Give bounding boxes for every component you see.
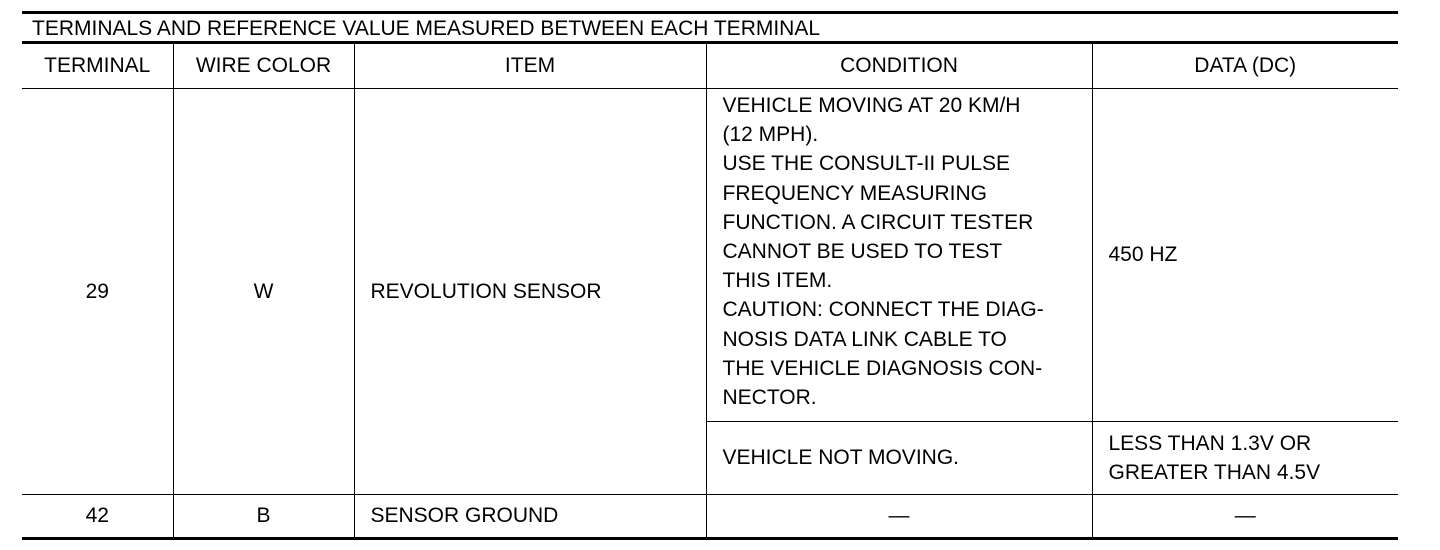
table-bottom-rule bbox=[22, 537, 1398, 540]
condition-line: FUNCTION. A CIRCUIT TESTER bbox=[722, 210, 1034, 234]
data-line: GREATER THAN 4.5V bbox=[1108, 461, 1321, 484]
cell-condition bbox=[706, 89, 1092, 422]
condition-line: NECTOR. bbox=[722, 386, 817, 410]
cell-terminal: 42 bbox=[22, 495, 173, 538]
cell-data bbox=[1092, 422, 1398, 495]
header-item: ITEM bbox=[354, 44, 706, 89]
condition-line: NOSIS DATA LINK CABLE TO bbox=[722, 327, 1007, 351]
header-wire-color: WIRE COLOR bbox=[173, 44, 354, 89]
terminal-reference-table bbox=[22, 44, 1398, 537]
cell-terminal: 29 bbox=[85, 279, 109, 303]
cell-wire-color: B bbox=[173, 495, 354, 538]
condition-line: THIS ITEM. bbox=[722, 269, 833, 293]
table-row bbox=[22, 89, 1398, 422]
condition-line: CANNOT BE USED TO TEST bbox=[722, 240, 1003, 264]
condition-line: VEHICLE NOT MOVING. bbox=[722, 446, 959, 470]
cell-item: SENSOR GROUND bbox=[354, 495, 706, 538]
cell-wire-color: W bbox=[173, 89, 354, 495]
condition-line: CAUTION: CONNECT THE DIAG- bbox=[722, 298, 1044, 322]
cell-condition bbox=[706, 422, 1092, 495]
terminal-reference-table-container bbox=[22, 11, 1398, 540]
data-line: 450 HZ bbox=[1108, 243, 1178, 266]
condition-line: (12 MPH). bbox=[722, 123, 819, 147]
table-caption: TERMINALS AND REFERENCE VALUE MEASURED BETWEEN EACH TERMINAL bbox=[22, 11, 1398, 44]
condition-line: VEHICLE MOVING AT 20 KM/H bbox=[722, 94, 1021, 117]
cell-data bbox=[1092, 89, 1398, 422]
table-row bbox=[22, 495, 1398, 538]
header-data: DATA (DC) bbox=[1092, 44, 1398, 89]
table-header-row bbox=[22, 44, 1398, 89]
condition-line: THE VEHICLE DIAGNOSIS CON- bbox=[722, 356, 1043, 380]
condition-line: USE THE CONSULT-II PULSE bbox=[722, 152, 1010, 176]
data-line: LESS THAN 1.3V OR bbox=[1108, 432, 1312, 455]
header-condition: CONDITION bbox=[706, 44, 1092, 89]
header-terminal: TERMINAL bbox=[22, 44, 173, 89]
cell-item: REVOLUTION SENSOR bbox=[354, 89, 706, 495]
cell-condition: — bbox=[706, 495, 1092, 538]
cell-data: — bbox=[1092, 495, 1398, 538]
condition-line: FREQUENCY MEASURING bbox=[722, 181, 987, 205]
